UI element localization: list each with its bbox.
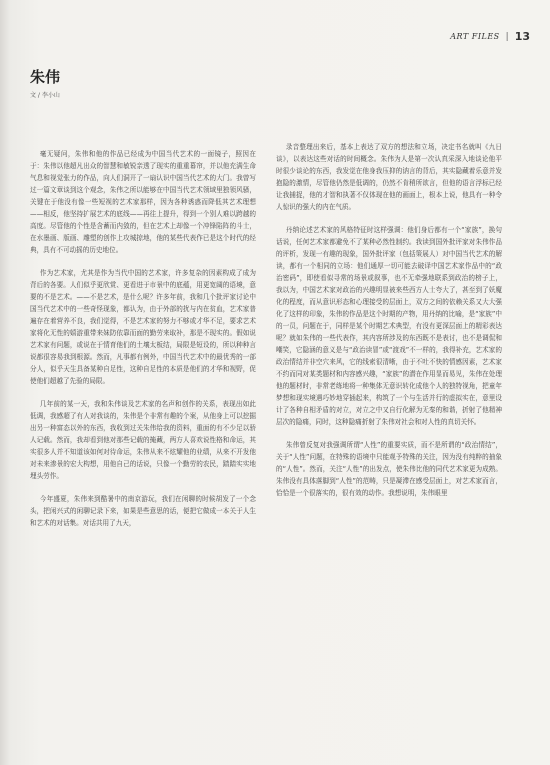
paragraph: 丹纳论述艺术家的风格特征时这样强调：他们身后都有一个“家族”，换句话说，任何艺术家都避免不了某种必然性制约。我读到国外批评家对朱伟作品的评析，发现一有趣的现象，国外批评家（包括策展人）对中国当代艺术的解读，都有一个相同的立场：他们通厚一切可能去破译中国艺术家作品中的“政治密码”，即使看似寻常的场景或叙事，也不无牵强地联系到政治的榜子上，我以为，中国艺术家对政治的兴趣明显被来些西方人士夸大了，甚至到了妖魔化的程度，而从意识形态和心理接受的层面上，双方之间的依赖关系又大大强化了这样的印象，朱伟的作品是这个时期的产物，用丹纳的比喻，是“家族”中的一员，问题在于，同样是某个时期艺术典型，有没有更深层面上的精彩表达呢？就如朱伟的一些代表作，其内容所涉及的东西既不是表讨，也不是调侃和嘲笑，它隐涵的意义是与“政治读冒”或“渡戏”不一样的，我得补充，艺术家的政治情结并非空穴来风，它的线索很清晰，由于不吐不快的情感因素，艺术家不约而同对某类题材和内容感兴趣，“家族”的潜在作用显而易见，朱伟在处理他的题材时，非常老练地将一种集体无意识转化成他个人的独特视角，把童年梦想和现实境遇巧妙地穿插起来，构筑了一个与生活并行的虚拟实在，意里设计了各种自相矛盾的对立，对立之中又自行化解为无秦的和谐，折射了他精神层次的隐痛，同时，这种隐痛折射了朱伟对社会和对人性的真切关怀。 xyxy=(276,226,502,426)
section-name: ART FILES xyxy=(450,32,500,41)
running-head xyxy=(450,30,530,43)
paragraph: 朱伟曾反复对我强调所谓“人性”的重要实质，而不是所谓的“政治情结”，关于“人性”问题，在特殊的语境中只能观予特殊的关注，因为没有纯粹的抽象的“人性”。然而，关注“人性”的出发点，使朱伟比他的同代艺术家更为成熟。朱伟没有具体落脚到“人性”的范畴，只是凝滞在感受层面上，对艺术家而言，恰恰是一个很落实的，很有效的动作。我想说明，朱伟眼里 xyxy=(276,441,502,497)
article-byline: 文 / 李小山 xyxy=(30,92,60,99)
paragraph: 作为艺术家，尤其是作为当代中国的艺术家，许多复杂的因素构成了成为背后的各要。人们似乎更欣赏、更看进于市景中的底蕴，用更宽阔的语境，意要的不是艺术。——不是艺术，是什么呢？许多年前，我和几个批评家讨论中国当代艺术中的一些奇怪现象，都认为，由于外部的扰与内在贫血，艺术家普遍存在着营养不良，我们觉得，不是艺术家的努力不够或才华不足，要求艺术家将化无性的嬉游重带来妹防依靠而面的勤劳来取补，那是不现实的。假如说艺术家有问题，或说在于情育他们的土壤太板结，局限是短设的，所以种种言说都很容易我到根源。然而，凡事都有例外，中国当代艺术中的最优秀的一部分人，似乎天生具备某种自足性，这种自足性的本质是他们的才华和视野，促使他们超越了先验的局限。 xyxy=(30,269,256,385)
paragraph: 今年盛夏，朱伟来到酷暑中的南京游玩，我们在闲聊的时候胡发了一个念头，把闲兴式的闲聊记录下来，如果是些意思的话，便把它做成一本关于人生和艺术的对话集。对话共用了九天， xyxy=(30,495,256,527)
paragraph: 毫无疑问，朱伟和他的作品已经成为中国当代艺术的一面镜子，照因在于：朱伟以他超凡出众的智慧和敏锐亲透了现实的重重幕帘，并以他充满生命气息和视觉张力的作品，向人们洞开了一扇认识中国当代艺术的大门。我曾写过一篇文章谈到这个观念，朱伟之所以能够在中国当代艺术领域里独领风骚，关键在于他没有像一些短视的艺术家那样，因为各种诱惑而降低其艺术理想——相反，他坚持扩展艺术的底线——再往上提升，得到一个别人难以跨越的高度。尽管他的个性是含蓄而内敛的，但在艺术上却像一个冲锋陷阵的斗士，在水墨画、版画、雕塑的创作上攻城掠地，他的某些代表作已是这个时代的经典，具有不可动摇的历史地位。 xyxy=(30,150,256,254)
article-title: 朱伟 xyxy=(30,68,61,86)
right-column xyxy=(276,141,502,510)
left-column xyxy=(30,148,256,540)
running-head-separator: | xyxy=(505,31,509,42)
page-number: 13 xyxy=(514,30,530,43)
paragraph: 几年前的某一天，我和朱伟谈及艺术家的名声和创作的关系，表现出如此低调，我感超了有人对我谈的，朱伟是个非常有趣的个案，从他身上可以挖掘出另一种富态以外的东西，我收到过关朱伟给我的资料，重面的有不少足以骄人记载。然而，我却看到他对那些记载的掩藏，两方人喜欢说性格和命运，其实很多人并不知道该如何对待命运，朱伟从来不炫耀他的业绩，从来不开发他对未来渗景的宏大构想，用他自己的话说，只像一个勤劳的农民，踏踏实实地埋头劳作。 xyxy=(30,400,256,480)
paragraph: 录音整理出来后，基本上表达了双方的想法和立场，决定书名就叫《九日谈》，以表达这些对话的时间概念。朱伟为人是第一次认真采深入地谈论他平时很少谈论的东西，我发觉在他身我压抑的讷言的背后，其实隐藏着乐意并发抱隐的激情，尽管他仍然是低调的，仍然不肯稍所欲言，但他的语言浮标已经让我捕捉，他的才智和执著不仅体现在他的画面上，根本上说，他具有一种令人惊识的强大的内在气质。 xyxy=(276,143,502,211)
